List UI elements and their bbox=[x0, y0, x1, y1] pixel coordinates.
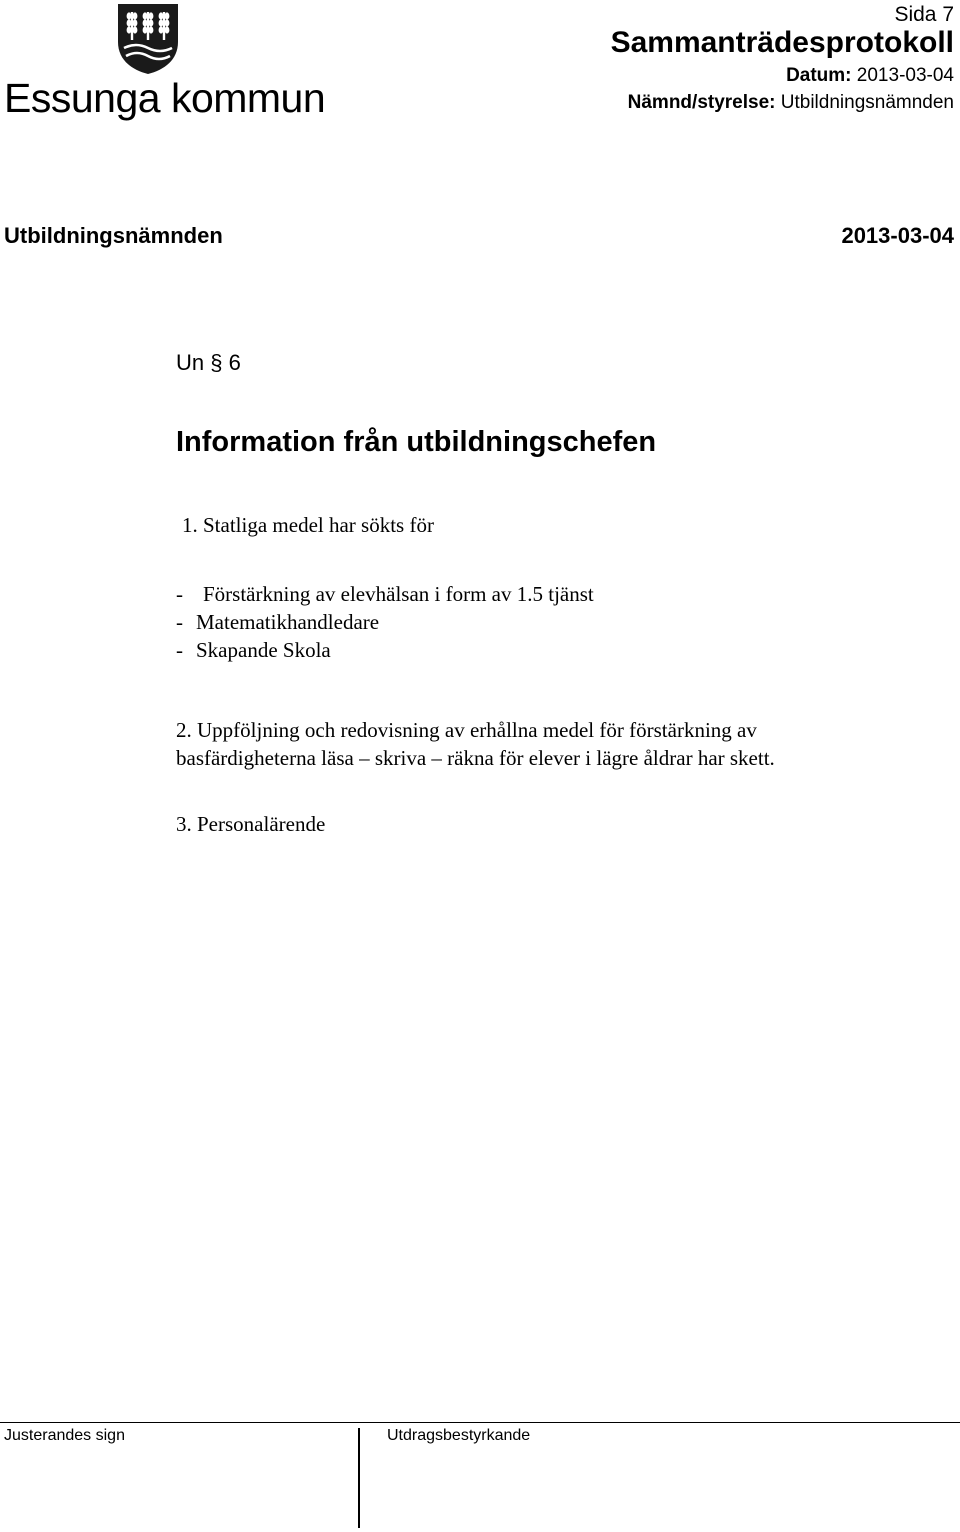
agenda-item-3: 3. Personalärende bbox=[176, 812, 326, 836]
footer-utdragsbestyrkande: Utdragsbestyrkande bbox=[387, 1427, 531, 1444]
agenda-item-2: 2. Uppföljning och redovisning av erhållna medel för förstärkning av basfärdigheterna läsa – skriva – räkna för elever i lägre åldrar har skett. bbox=[176, 718, 775, 770]
date-label: Datum: bbox=[786, 65, 852, 86]
board-label: Nämnd/styrelse: bbox=[627, 92, 776, 113]
list-item: - Skapande Skola bbox=[176, 638, 331, 662]
footer-rule bbox=[0, 1422, 960, 1423]
funding-sub-list bbox=[176, 580, 594, 664]
document-title: Sammanträdesprotokoll bbox=[610, 26, 954, 59]
date-value: 2013-03-04 bbox=[856, 65, 954, 86]
footer-divider bbox=[358, 1428, 360, 1528]
meeting-date bbox=[786, 65, 954, 87]
board-info bbox=[628, 92, 954, 114]
page-number: Sida 7 bbox=[894, 3, 954, 26]
list-item: - Matematikhandledare bbox=[176, 610, 380, 634]
board-name-heading: Utbildningsnämnden bbox=[4, 223, 223, 248]
footer-justerandes-sign: Justerandes sign bbox=[4, 1427, 125, 1444]
paragraph-reference: Un § 6 bbox=[176, 350, 241, 375]
board-value: Utbildningsnämnden bbox=[780, 92, 954, 113]
agenda-item-1: 1. Statliga medel har sökts för bbox=[182, 513, 434, 537]
list-item: - Förstärkning av elevhälsan i form av 1.5 tjänst bbox=[176, 582, 594, 606]
section-title: Information från utbildningschefen bbox=[176, 426, 657, 458]
municipality-coat-of-arms-icon bbox=[116, 2, 180, 76]
board-date-heading: 2013-03-04 bbox=[841, 223, 954, 248]
municipality-logo-text: Essunga kommun bbox=[4, 75, 326, 121]
